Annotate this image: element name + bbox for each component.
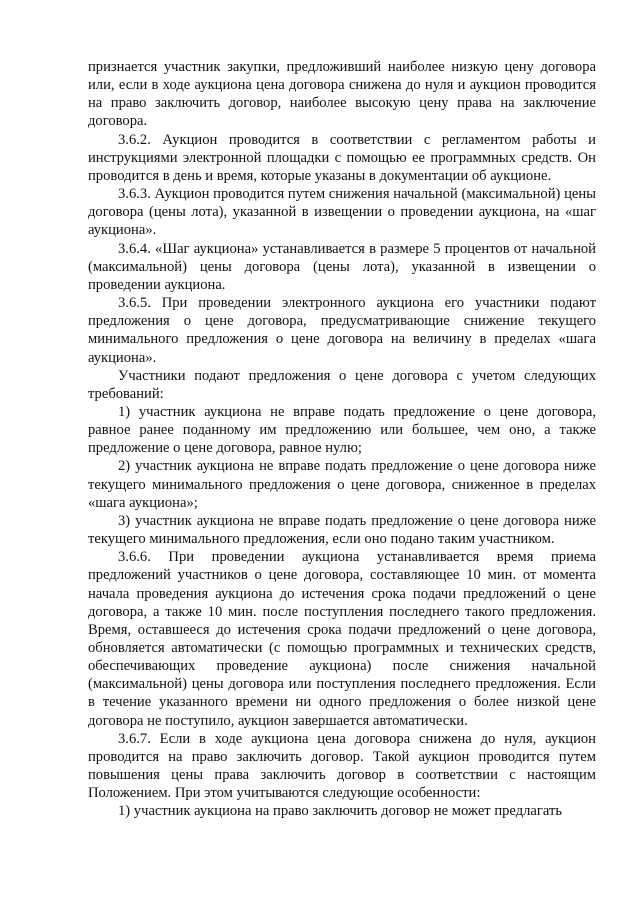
list-item-1: 1) участник аукциона не вправе подать предложение о цене договора, равное ранее поданному им предложению или большее, чем оно, а также предложение о цене договора, равное нулю; xyxy=(88,403,596,457)
paragraph-3-6-6: 3.6.6. При проведении аукциона устанавливается время приема предложений участников о цене договора, составляющее 10 мин. от момента начала проведения аукциона до истечения срока подачи предложений о цене договора, а также 10 мин. после поступления последнего такого предложения. Время, оставшееся до истечения срока подачи предложений о цене договора, обновляется автоматически (с помощью программных и технических средств, обеспечивающих проведение аукциона) после снижения начальной (максимальной) цены договора или поступления последнего предложения. Если в течение указанного времени ни одного предложения о более низкой цене договора не поступило, аукцион завершается автоматически. xyxy=(88,549,596,729)
paragraph-3-6-2: 3.6.2. Аукцион проводится в соответствии с регламентом работы и инструкциями электронной площадки с помощью ее программных средств. Он проводится в день и время, которые указаны в документации об аукционе. xyxy=(88,131,596,184)
paragraph-3-6-7: 3.6.7. Если в ходе аукциона цена договора снижена до нуля, аукцион проводится на право заключить договор. Такой аукцион проводится путем повышения цены права заключить договор в соответствии с настоящим Положением. При этом учитываются следующие особенности: xyxy=(88,730,596,802)
document-page xyxy=(88,58,596,821)
paragraph-3-6-4: 3.6.4. «Шаг аукциона» устанавливается в размере 5 процентов от начальной (максимальной) цены договора (цены лота), указанной в извещении о проведении аукциона. xyxy=(88,240,596,293)
paragraph-continuation: признается участник закупки, предложивший наиболее низкую цену договора или, если в ходе аукциона цена договора снижена до нуля и аукцион проводится на право заключить договор, наиболее высокую цену права на заключение договора. xyxy=(88,59,596,130)
paragraph-requirements-intro: Участники подают предложения о цене договора с учетом следующих требований: xyxy=(88,367,596,402)
list-item-3: 3) участник аукциона не вправе подать предложение о цене договора ниже текущего минимального предложения, если оно подано таким участником. xyxy=(88,512,596,548)
paragraph-3-6-5: 3.6.5. При проведении электронного аукциона его участники подают предложения о цене договора, предусматривающие снижение текущего минимального предложения о цене договора на величину в пределах «шага аукциона». xyxy=(88,295,596,366)
list-item-right-1: 1) участник аукциона на право заключить договор не может предлагать xyxy=(118,803,563,820)
paragraph-3-6-3: 3.6.3. Аукцион проводится путем снижения начальной (максимальной) цены договора (цены лота), указанной в извещении о проведении аукциона, на «шаг аукциона». xyxy=(88,186,596,239)
list-item-2: 2) участник аукциона не вправе подать предложение о цене договора ниже текущего минимального предложения о цене договора, сниженное в пределах «шага аукциона»; xyxy=(88,458,596,511)
